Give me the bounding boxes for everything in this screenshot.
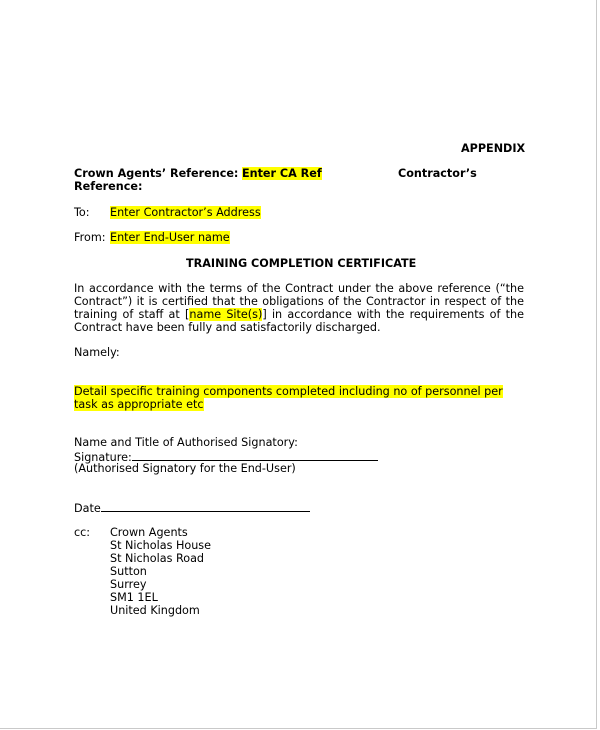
detail-block bbox=[74, 385, 524, 411]
ca-reference-value: Enter CA Ref bbox=[241, 167, 322, 180]
signatory-name-title-label: Name and Title of Authorised Signatory: bbox=[74, 436, 298, 449]
to-label: To: bbox=[74, 206, 90, 219]
ca-reference-label: Crown Agents’ Reference: bbox=[74, 167, 239, 180]
detail-placeholder: Detail specific training components completed including no of personnel per task as appropriate etc bbox=[74, 385, 503, 411]
cc-address bbox=[110, 526, 211, 617]
cc-label: cc: bbox=[74, 526, 91, 539]
to-address-placeholder: Enter Contractor’s Address bbox=[110, 206, 261, 219]
cc-line: St Nicholas Road bbox=[110, 552, 205, 565]
signature-label: Signature: bbox=[74, 451, 132, 464]
cc-line: United Kingdom bbox=[110, 604, 200, 617]
appendix-heading: APPENDIX bbox=[461, 142, 526, 155]
cc-line: Crown Agents bbox=[110, 526, 188, 539]
ca-reference-row bbox=[74, 167, 322, 180]
cc-line: SM1 1EL bbox=[110, 591, 158, 604]
certificate-body bbox=[74, 282, 524, 334]
signatory-note: (Authorised Signatory for the End-User) bbox=[74, 462, 296, 475]
date-label: Date bbox=[74, 502, 101, 515]
site-placeholder: name Site(s) bbox=[189, 308, 263, 321]
certificate-title: TRAINING COMPLETION CERTIFICATE bbox=[186, 257, 417, 270]
signature-line bbox=[132, 449, 378, 461]
date-line bbox=[101, 500, 310, 512]
contractor-reference-label-continued: Reference: bbox=[74, 180, 143, 193]
body-text-part2: ] in accordance with the requirements of the Contract have been fully and satisfactorily discharged. bbox=[74, 308, 525, 334]
cc-line: Sutton bbox=[110, 565, 147, 578]
contractor-reference-label: Contractor’s bbox=[398, 167, 477, 180]
namely-label: Namely: bbox=[74, 346, 120, 359]
from-label: From: bbox=[74, 231, 106, 244]
body-text-part1: In accordance with the terms of the Contract under the above reference (“the Contract”) it is certified that the obligations of the Contractor in respect of the training of staff at [ bbox=[74, 282, 524, 321]
from-name-placeholder: Enter End-User name bbox=[110, 231, 230, 244]
date-row bbox=[74, 500, 310, 515]
cc-line: Surrey bbox=[110, 578, 147, 591]
cc-line: St Nicholas House bbox=[110, 539, 212, 552]
